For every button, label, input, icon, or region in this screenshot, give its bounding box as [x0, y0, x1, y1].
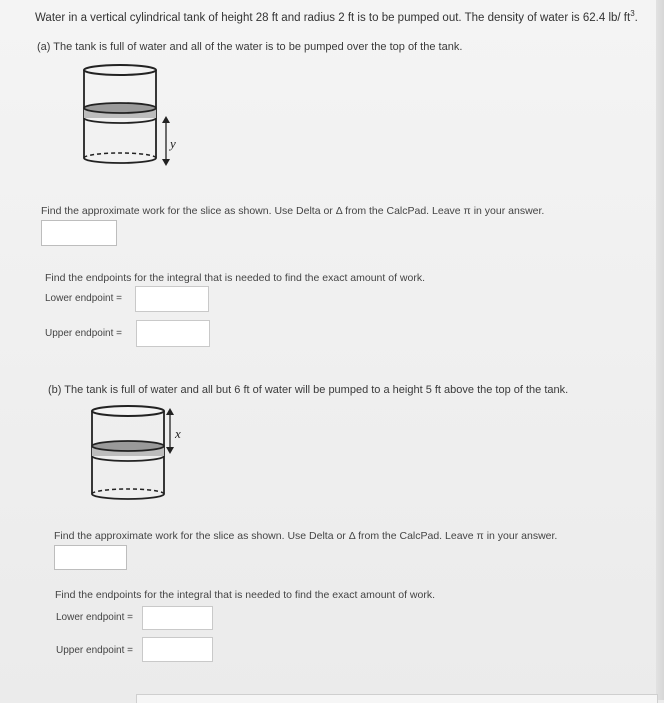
part-a-endpoints-prompt: Find the endpoints for the integral that is needed to find the exact amount of work. [45, 272, 425, 284]
part-a-tank-figure [80, 60, 190, 175]
part-b-upper-endpoint-input[interactable] [142, 637, 213, 662]
part-b-text-2: ft of water will be pumped to a height [240, 384, 426, 396]
part-a-statement: (a) The tank is full of water and all of the water is to be pumped over the top of the tank. [37, 41, 463, 53]
part-a-upper-endpoint-input[interactable] [136, 320, 210, 347]
part-b-tank-figure [88, 402, 198, 507]
part-b-work-prompt: Find the approximate work for the slice as shown. Use Delta or Δ from the CalcPad. Leave π in your answer. [54, 530, 558, 542]
intro-end: . [634, 11, 638, 24]
intro-text-1: ft and radius [268, 11, 339, 24]
pump-height: 5 [425, 384, 432, 396]
tank-height: 28 [255, 11, 269, 24]
part-a-work-prompt: Find the approximate work for the slice as shown. Use Delta or Δ from the CalcPad. Leave π in your answer. [41, 205, 545, 217]
next-panel-edge [136, 694, 658, 703]
problem-statement [35, 9, 638, 24]
part-a-lower-endpoint-input[interactable] [135, 286, 209, 312]
part-b-var-label: x [175, 426, 181, 441]
part-a-lower-label: Lower endpoint = [45, 293, 123, 304]
intro-text-2: ft is to be pumped out. The density of water is [344, 11, 583, 24]
part-a-upper-label: Upper endpoint = [45, 328, 123, 339]
density-unit: lb/ ft [605, 11, 631, 24]
part-b-text-3: ft above the top of the tank. [431, 384, 569, 396]
part-b-endpoints-prompt: Find the endpoints for the integral that is needed to find the exact amount of work. [55, 589, 435, 601]
part-b-statement [48, 384, 568, 396]
part-a-var-label: y [170, 136, 176, 151]
part-b-upper-label: Upper endpoint = [56, 645, 134, 656]
part-b-lower-label: Lower endpoint = [56, 612, 134, 623]
density-exponent: 3 [630, 9, 635, 18]
tank-radius: 2 [338, 11, 345, 24]
water-density: 62.4 [582, 11, 606, 24]
part-b-lower-endpoint-input[interactable] [142, 606, 213, 630]
intro-prefix: Water in a vertical cylindrical tank of height [35, 11, 256, 24]
part-b-work-input[interactable] [54, 545, 127, 570]
remaining-depth: 6 [234, 384, 241, 396]
part-b-text-1: (b) The tank is full of water and all but [48, 384, 235, 396]
part-a-work-input[interactable] [41, 220, 117, 246]
right-edge-shadow [656, 0, 664, 700]
